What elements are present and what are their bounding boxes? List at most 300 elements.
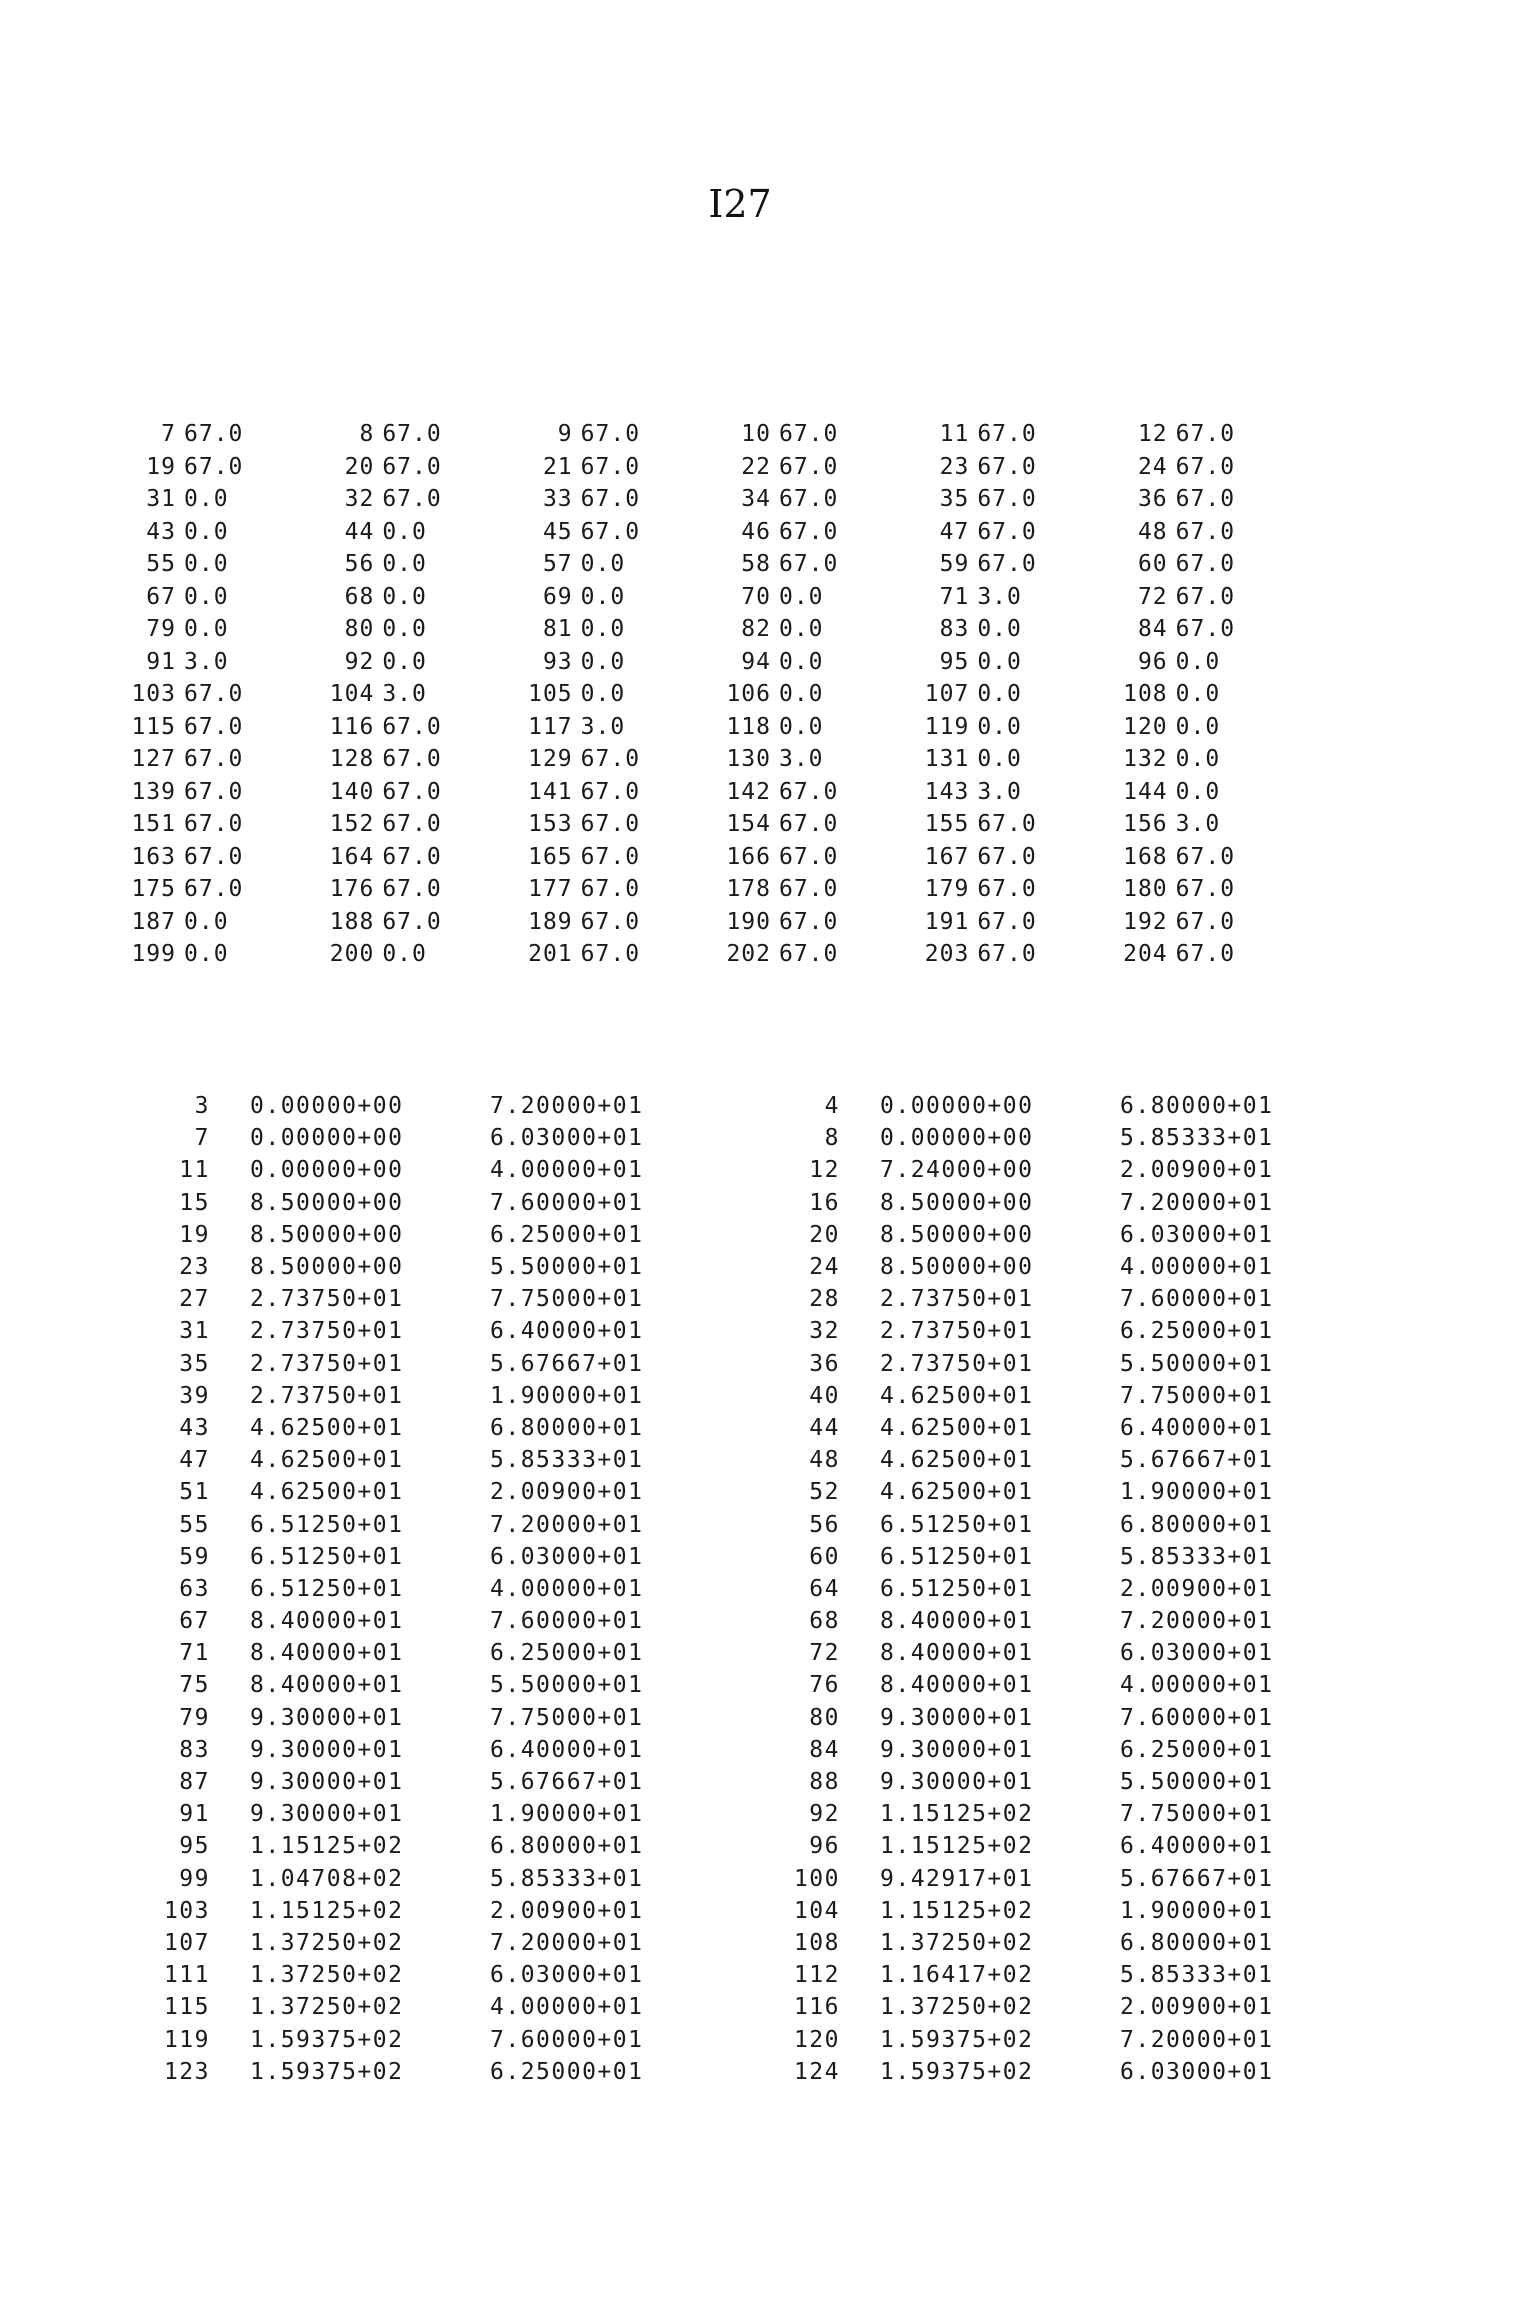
row-index: 7 <box>194 1125 210 1152</box>
grid-cell-value: 67.0 <box>580 453 641 480</box>
grid-cell-value: 67.0 <box>580 518 641 545</box>
grid-cell-index: 120 <box>1123 713 1168 740</box>
value-b: 5.50000+01 <box>490 1672 644 1699</box>
value-b: 2.00900+01 <box>490 1479 644 1506</box>
value-a: 8.50000+00 <box>250 1254 404 1281</box>
grid-cell-value: 67.0 <box>1175 453 1236 480</box>
value-a: 6.51250+01 <box>880 1575 1034 1602</box>
table-row <box>770 1508 1360 1540</box>
value-b: 4.00000+01 <box>490 1157 644 1184</box>
table-row <box>770 1444 1360 1476</box>
value-a: 0.00000+00 <box>250 1093 404 1120</box>
grid-cell-index: 132 <box>1123 746 1168 773</box>
value-a: 8.40000+01 <box>250 1672 404 1699</box>
value-a: 0.00000+00 <box>250 1157 404 1184</box>
row-index: 12 <box>809 1157 840 1184</box>
grid-cell-index: 128 <box>329 746 375 773</box>
value-b: 7.75000+01 <box>490 1704 644 1731</box>
grid-column <box>308 418 496 971</box>
value-a: 1.37250+02 <box>880 1994 1034 2021</box>
grid-cell-value: 67.0 <box>778 908 839 935</box>
grid-cell-index: 155 <box>924 811 970 838</box>
grid-cell <box>1102 548 1290 581</box>
table-row <box>140 1927 730 1959</box>
grid-cell-index: 142 <box>726 778 771 805</box>
grid-cell-value: 67.0 <box>184 876 244 903</box>
grid-cell <box>507 451 695 484</box>
grid-cell <box>1102 646 1290 679</box>
value-a: 4.62500+01 <box>880 1414 1034 1441</box>
grid-cell-index: 44 <box>344 518 375 545</box>
grid-cell <box>507 646 695 679</box>
table-row <box>770 1122 1360 1154</box>
grid-cell-index: 164 <box>329 843 375 870</box>
grid-cell <box>507 906 695 939</box>
grid-cell <box>903 711 1091 744</box>
grid-cell-index: 56 <box>344 551 375 578</box>
grid-cell-index: 92 <box>344 648 375 675</box>
value-b: 2.00900+01 <box>1120 1575 1274 1602</box>
grid-cell <box>110 711 298 744</box>
grid-cell-value: 0.0 <box>382 941 427 968</box>
grid-cell-index: 168 <box>1123 843 1168 870</box>
table-row <box>770 1895 1360 1927</box>
table-row <box>140 1219 730 1251</box>
value-a: 8.50000+00 <box>250 1189 404 1216</box>
grid-cell-value: 67.0 <box>1175 486 1236 513</box>
row-index: 35 <box>179 1350 210 1377</box>
grid-cell <box>308 613 496 646</box>
row-index: 55 <box>179 1511 210 1538</box>
grid-cell <box>1102 451 1290 484</box>
value-a: 8.50000+00 <box>880 1221 1034 1248</box>
grid-cell-value: 0.0 <box>778 681 824 708</box>
value-b: 6.80000+01 <box>490 1414 644 1441</box>
grid-cell-value: 0.0 <box>977 648 1022 675</box>
table-row <box>770 1637 1360 1669</box>
value-a: 1.15125+02 <box>880 1833 1034 1860</box>
grid-cell-index: 31 <box>146 486 176 513</box>
value-b: 6.25000+01 <box>490 2058 644 2085</box>
grid-cell-index: 104 <box>329 681 375 708</box>
grid-cell-index: 11 <box>939 421 970 448</box>
table-row <box>770 1669 1360 1701</box>
row-index: 15 <box>179 1189 210 1216</box>
table-row <box>770 1219 1360 1251</box>
grid-cell-index: 80 <box>344 616 375 643</box>
grid-cell-index: 188 <box>329 908 375 935</box>
grid-cell <box>1102 678 1290 711</box>
grid-cell <box>507 483 695 516</box>
grid-cell <box>705 418 893 451</box>
grid-cell-index: 143 <box>924 778 970 805</box>
value-a: 0.00000+00 <box>880 1093 1034 1120</box>
grid-cell-index: 8 <box>359 421 375 448</box>
grid-cell-index: 192 <box>1123 908 1168 935</box>
grid-cell-value: 67.0 <box>1175 518 1236 545</box>
value-b: 6.40000+01 <box>490 1318 644 1345</box>
row-index: 95 <box>179 1833 210 1860</box>
grid-cell <box>705 873 893 906</box>
grid-cell <box>903 581 1091 614</box>
value-a: 9.42917+01 <box>880 1865 1034 1892</box>
value-a: 1.37250+02 <box>880 1929 1034 1956</box>
grid-cell-index: 47 <box>939 518 970 545</box>
grid-cell-value: 67.0 <box>977 518 1037 545</box>
value-b: 1.90000+01 <box>490 1382 644 1409</box>
grid-cell <box>705 678 893 711</box>
grid-cell <box>308 906 496 939</box>
grid-cell-value: 0.0 <box>977 616 1022 643</box>
grid-cell-index: 9 <box>557 421 573 448</box>
value-b: 6.03000+01 <box>490 1543 644 1570</box>
table-row <box>770 1927 1360 1959</box>
value-b: 1.90000+01 <box>1120 1479 1274 1506</box>
table-row <box>770 1315 1360 1347</box>
grid-cell-value: 67.0 <box>778 941 839 968</box>
grid-cell-value: 0.0 <box>184 941 229 968</box>
value-b: 6.03000+01 <box>1120 1221 1274 1248</box>
table-row <box>140 1154 730 1186</box>
grid-cell <box>308 776 496 809</box>
row-index: 56 <box>809 1511 840 1538</box>
grid-cell-index: 144 <box>1123 778 1168 805</box>
coordinate-table <box>140 1090 1360 2088</box>
grid-cell <box>110 678 298 711</box>
row-index: 23 <box>179 1254 210 1281</box>
grid-cell-value: 67.0 <box>977 811 1037 838</box>
value-a: 2.73750+01 <box>250 1286 404 1313</box>
grid-cell-index: 59 <box>939 551 970 578</box>
grid-cell-value: 67.0 <box>382 421 442 448</box>
grid-cell-index: 139 <box>131 778 176 805</box>
value-b: 5.50000+01 <box>490 1254 644 1281</box>
value-b: 7.60000+01 <box>490 1189 644 1216</box>
grid-cell <box>1102 418 1290 451</box>
grid-cell <box>903 841 1091 874</box>
grid-cell-value: 67.0 <box>382 843 442 870</box>
grid-cell-index: 34 <box>741 486 771 513</box>
grid-cell-index: 203 <box>924 941 970 968</box>
value-b: 6.25000+01 <box>490 1640 644 1667</box>
row-index: 119 <box>163 2026 210 2053</box>
value-b: 4.00000+01 <box>490 1575 644 1602</box>
value-b: 6.80000+01 <box>490 1833 644 1860</box>
grid-cell-index: 48 <box>1137 518 1168 545</box>
value-a: 8.50000+00 <box>880 1254 1034 1281</box>
grid-cell-index: 175 <box>131 876 176 903</box>
grid-cell-value: 0.0 <box>184 616 229 643</box>
table-row <box>140 1702 730 1734</box>
grid-cell <box>110 776 298 809</box>
row-index: 8 <box>824 1125 840 1152</box>
grid-cell-value: 67.0 <box>580 811 641 838</box>
row-index: 36 <box>809 1350 840 1377</box>
grid-cell-value: 67.0 <box>580 876 641 903</box>
table-row <box>140 1476 730 1508</box>
table-row <box>770 1090 1360 1122</box>
value-a: 1.15125+02 <box>880 1801 1034 1828</box>
grid-cell <box>705 808 893 841</box>
grid-cell-value: 67.0 <box>184 843 244 870</box>
grid-cell-index: 58 <box>741 551 771 578</box>
grid-column <box>903 418 1091 971</box>
grid-cell <box>903 646 1091 679</box>
grid-cell-index: 67 <box>146 583 176 610</box>
value-b: 1.90000+01 <box>490 1801 644 1828</box>
grid-cell <box>903 743 1091 776</box>
grid-cell <box>110 418 298 451</box>
grid-cell <box>1102 873 1290 906</box>
value-a: 7.24000+00 <box>880 1157 1034 1184</box>
grid-cell <box>705 483 893 516</box>
row-index: 84 <box>809 1736 840 1763</box>
grid-cell <box>308 646 496 679</box>
grid-cell <box>1102 483 1290 516</box>
grid-cell-index: 177 <box>528 876 573 903</box>
grid-cell <box>705 646 893 679</box>
table-row <box>770 1251 1360 1283</box>
grid-cell-value: 0.0 <box>778 648 824 675</box>
grid-cell-index: 129 <box>528 746 573 773</box>
row-index: 96 <box>809 1833 840 1860</box>
grid-cell-index: 191 <box>924 908 970 935</box>
grid-cell-index: 21 <box>542 453 573 480</box>
grid-cell <box>903 418 1091 451</box>
grid-cell-index: 55 <box>146 551 176 578</box>
grid-cell-value: 67.0 <box>778 486 839 513</box>
grid-cell-index: 45 <box>542 518 573 545</box>
grid-cell-index: 176 <box>329 876 375 903</box>
table-row <box>770 1863 1360 1895</box>
grid-cell <box>705 613 893 646</box>
grid-cell <box>308 483 496 516</box>
table-row <box>140 1863 730 1895</box>
row-index: 115 <box>163 1994 210 2021</box>
grid-cell-value: 67.0 <box>382 778 442 805</box>
table-row <box>770 1348 1360 1380</box>
grid-cell <box>903 906 1091 939</box>
grid-cell <box>1102 776 1290 809</box>
grid-cell-value: 0.0 <box>1175 713 1221 740</box>
grid-cell-index: 166 <box>726 843 771 870</box>
grid-cell-value: 67.0 <box>382 811 442 838</box>
table-row <box>140 1895 730 1927</box>
table-row <box>770 1766 1360 1798</box>
grid-cell-index: 156 <box>1123 811 1168 838</box>
grid-cell <box>1102 938 1290 971</box>
grid-cell <box>308 418 496 451</box>
table-row <box>770 1605 1360 1637</box>
grid-cell-index: 91 <box>146 648 176 675</box>
table-row <box>140 2056 730 2088</box>
value-b: 4.00000+01 <box>1120 1254 1274 1281</box>
grid-cell-value: 0.0 <box>1175 746 1221 773</box>
grid-cell-index: 106 <box>726 681 771 708</box>
grid-cell <box>903 451 1091 484</box>
grid-cell-value: 67.0 <box>1175 876 1236 903</box>
table-row <box>140 1637 730 1669</box>
grid-cell-index: 36 <box>1137 486 1168 513</box>
grid-cell <box>507 743 695 776</box>
table-row <box>140 1251 730 1283</box>
grid-cell-value: 67.0 <box>580 941 641 968</box>
grid-cell <box>110 613 298 646</box>
value-b: 7.60000+01 <box>1120 1286 1274 1313</box>
grid-cell-index: 151 <box>131 811 176 838</box>
grid-cell <box>308 841 496 874</box>
table-row <box>770 2023 1360 2055</box>
grid-cell-value: 67.0 <box>184 746 244 773</box>
grid-cell-index: 68 <box>344 583 375 610</box>
row-index: 123 <box>163 2058 210 2085</box>
row-index: 111 <box>163 1962 210 1989</box>
grid-cell-value: 3.0 <box>1175 811 1221 838</box>
value-b: 7.20000+01 <box>490 1093 644 1120</box>
grid-cell <box>1102 743 1290 776</box>
value-b: 5.85333+01 <box>1120 1543 1274 1570</box>
grid-cell-value: 67.0 <box>1175 583 1236 610</box>
grid-cell-index: 84 <box>1137 616 1168 643</box>
grid-cell-index: 22 <box>741 453 771 480</box>
value-b: 6.80000+01 <box>1120 1929 1274 1956</box>
row-index: 112 <box>793 1962 840 1989</box>
grid-cell-index: 23 <box>939 453 970 480</box>
value-b: 5.67667+01 <box>490 1769 644 1796</box>
grid-cell-value: 67.0 <box>382 453 442 480</box>
grid-cell-value: 67.0 <box>778 778 839 805</box>
grid-cell <box>110 548 298 581</box>
grid-cell-value: 67.0 <box>580 421 641 448</box>
row-index: 19 <box>179 1221 210 1248</box>
grid-cell-value: 0.0 <box>580 551 626 578</box>
grid-cell-value: 67.0 <box>382 908 442 935</box>
grid-cell-value: 0.0 <box>184 551 229 578</box>
row-index: 107 <box>163 1929 210 1956</box>
grid-column <box>507 418 695 971</box>
value-a: 1.37250+02 <box>250 1994 404 2021</box>
grid-cell-value: 67.0 <box>1175 843 1236 870</box>
grid-cell-index: 178 <box>726 876 771 903</box>
grid-cell-index: 127 <box>131 746 176 773</box>
grid-cell <box>110 483 298 516</box>
row-index: 79 <box>179 1704 210 1731</box>
table-row <box>770 1702 1360 1734</box>
grid-column <box>1102 418 1290 971</box>
grid-cell-index: 140 <box>329 778 375 805</box>
row-index: 91 <box>179 1801 210 1828</box>
grid-cell-index: 94 <box>741 648 771 675</box>
value-b: 2.00900+01 <box>1120 1157 1274 1184</box>
grid-cell-value: 0.0 <box>382 583 427 610</box>
table-row <box>140 1444 730 1476</box>
grid-cell-index: 108 <box>1123 681 1168 708</box>
grid-cell-index: 96 <box>1137 648 1168 675</box>
row-index: 27 <box>179 1286 210 1313</box>
value-a: 8.50000+00 <box>250 1221 404 1248</box>
grid-cell <box>507 841 695 874</box>
coordinate-table-right <box>770 1090 1360 2088</box>
table-row <box>140 1412 730 1444</box>
value-b: 5.85333+01 <box>490 1447 644 1474</box>
grid-cell-index: 70 <box>741 583 771 610</box>
grid-cell-index: 46 <box>741 518 771 545</box>
table-row <box>140 1959 730 1991</box>
value-b: 6.40000+01 <box>490 1736 644 1763</box>
row-index: 83 <box>179 1736 210 1763</box>
row-index: 24 <box>809 1254 840 1281</box>
grid-cell-value: 67.0 <box>382 876 442 903</box>
row-index: 63 <box>179 1575 210 1602</box>
grid-cell-index: 118 <box>726 713 771 740</box>
value-b: 6.03000+01 <box>490 1125 644 1152</box>
value-b: 5.67667+01 <box>490 1350 644 1377</box>
table-row <box>770 1991 1360 2023</box>
grid-cell-index: 72 <box>1137 583 1168 610</box>
value-b: 7.60000+01 <box>490 1608 644 1635</box>
grid-cell-index: 200 <box>329 941 375 968</box>
grid-cell-index: 57 <box>542 551 573 578</box>
table-row <box>140 1541 730 1573</box>
grid-cell-value: 0.0 <box>778 583 824 610</box>
grid-cell <box>507 678 695 711</box>
grid-cell-index: 189 <box>528 908 573 935</box>
value-b: 5.67667+01 <box>1120 1447 1274 1474</box>
table-row <box>140 1798 730 1830</box>
grid-cell <box>308 678 496 711</box>
grid-cell <box>1102 711 1290 744</box>
grid-cell-index: 190 <box>726 908 771 935</box>
value-a: 1.59375+02 <box>880 2026 1034 2053</box>
value-a: 9.30000+01 <box>880 1704 1034 1731</box>
row-index: 124 <box>793 2058 840 2085</box>
value-a: 1.59375+02 <box>250 2026 404 2053</box>
grid-cell-value: 67.0 <box>382 713 442 740</box>
value-a: 8.40000+01 <box>250 1608 404 1635</box>
row-index: 103 <box>163 1897 210 1924</box>
value-b: 7.75000+01 <box>490 1286 644 1313</box>
value-b: 2.00900+01 <box>1120 1994 1274 2021</box>
grid-cell-value: 67.0 <box>778 843 839 870</box>
row-index: 80 <box>809 1704 840 1731</box>
grid-cell-value: 67.0 <box>580 486 641 513</box>
grid-cell-value: 67.0 <box>382 486 442 513</box>
value-a: 8.50000+00 <box>880 1189 1034 1216</box>
grid-cell-value: 67.0 <box>1175 616 1236 643</box>
value-b: 6.80000+01 <box>1120 1093 1274 1120</box>
grid-cell-index: 199 <box>131 941 176 968</box>
grid-cell-value: 67.0 <box>382 746 442 773</box>
value-b: 7.20000+01 <box>1120 2026 1274 2053</box>
grid-cell <box>308 808 496 841</box>
row-index: 75 <box>179 1672 210 1699</box>
value-a: 1.15125+02 <box>250 1833 404 1860</box>
grid-cell-index: 167 <box>924 843 970 870</box>
grid-cell-index: 202 <box>726 941 771 968</box>
value-b: 6.40000+01 <box>1120 1833 1274 1860</box>
grid-cell <box>110 873 298 906</box>
grid-cell <box>507 776 695 809</box>
grid-cell-value: 0.0 <box>184 583 229 610</box>
table-row <box>770 1412 1360 1444</box>
value-a: 9.30000+01 <box>250 1736 404 1763</box>
row-index: 116 <box>793 1994 840 2021</box>
value-b: 7.20000+01 <box>490 1511 644 1538</box>
grid-cell <box>308 516 496 549</box>
row-index: 68 <box>809 1608 840 1635</box>
grid-cell-value: 0.0 <box>382 518 427 545</box>
table-row <box>140 1187 730 1219</box>
